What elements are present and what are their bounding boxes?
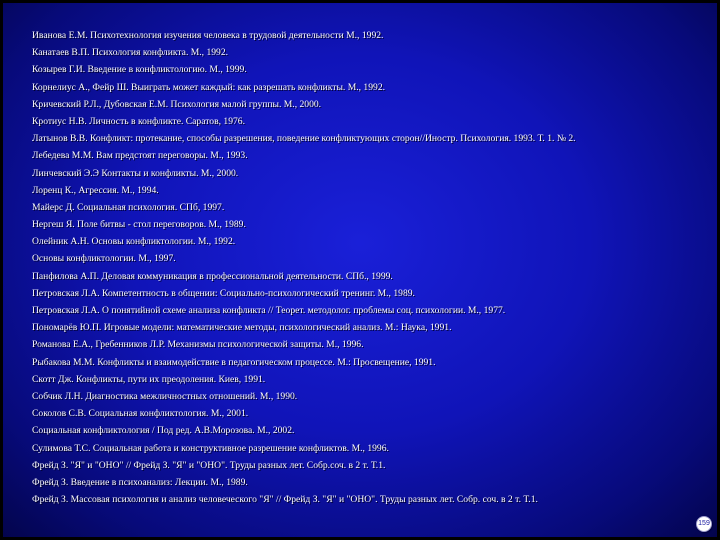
reference-item: Нергеш Я. Поле битвы - стол переговоров. М., 1989. bbox=[32, 219, 246, 231]
reference-item: Петровская Л.А. О понятийной схеме анализа конфликта // Теорет. методолог. проблемы соц. психологии. М., 1977. bbox=[32, 305, 506, 316]
reference-item: Соколов С.В. Социальная конфликтология. М., 2001. bbox=[32, 408, 249, 420]
reference-list bbox=[32, 27, 702, 508]
reference-item: Олейник А.Н. Основы конфликтологии. М., 1992. bbox=[32, 236, 236, 248]
reference-item: Латынов В.В. Конфликт: протекание, способы разрешения, поведение конфликтующих сторон//Иностр. Психология. 1993. Т. 1. № 2. bbox=[32, 133, 576, 145]
reference-item: Романова Е.А., Гребенников Л.Р. Механизмы психологической защиты. М., 1996. bbox=[32, 339, 364, 351]
reference-item: Линчевский Э.Э Контакты и конфликты. М., 2000. bbox=[32, 167, 239, 179]
page-number-badge: 159 bbox=[696, 516, 712, 532]
reference-item: Кричевский Р.Л., Дубовская Е.М. Психология малой группы. М., 2000. bbox=[32, 98, 322, 110]
reference-item: Панфилова А.П. Деловая коммуникация в профессиональной деятельности. СПб., 1999. bbox=[32, 270, 393, 282]
reference-item: Основы конфликтологии. М., 1997. bbox=[32, 253, 176, 265]
reference-item: Корнелиус А., Фейр Ш. Выиграть может каждый: как разрешать конфликты. М., 1992. bbox=[32, 81, 386, 93]
reference-item: Лоренц К., Агрессия. М., 1994. bbox=[32, 184, 159, 196]
reference-item: Фрейд З. "Я" и "ОНО" // Фрейд З. "Я" и "ОНО". Труды разных лет. Собр.соч. в 2 т. Т.1. bbox=[32, 459, 386, 471]
reference-item: Майерс Д. Социальная психология. СПб, 1997. bbox=[32, 201, 225, 213]
reference-item: Канатаев В.П. Психология конфликта. М., 1992. bbox=[32, 47, 229, 59]
reference-item: Иванова Е.М. Психотехнология изучения человека в трудовой деятельности М., 1992. bbox=[32, 30, 384, 41]
reference-item: Лебедева М.М. Вам предстоят переговоры. М., 1993. bbox=[32, 150, 248, 162]
reference-item: Фрейд З. Введение в психоанализ: Лекции. М., 1989. bbox=[32, 476, 248, 488]
reference-item: Фрейд З. Массовая психология и анализ человеческого "Я" // Фрейд З. "Я" и "ОНО". Труды разных лет. Собр. соч. в 2 т. Т.1. bbox=[32, 494, 538, 506]
reference-item: Собчик Л.Н. Диагностика межличностных отношений. М., 1990. bbox=[32, 390, 298, 402]
reference-item: Петровская Л.А. Компетентность в общении: Социально-психологический тренинг. М., 1989. bbox=[32, 287, 415, 299]
reference-item: Сулимова Т.С. Социальная работа и конструктивное разрешение конфликтов. М., 1996. bbox=[32, 442, 389, 454]
reference-item: Скотт Дж. Конфликты, пути их преодоления. Киев, 1991. bbox=[32, 373, 266, 385]
reference-item: Козырев Г.И. Введение в конфликтологию. М., 1999. bbox=[32, 64, 247, 76]
reference-item: Социальная конфликтология / Под ред. А.В.Морозова. М., 2002. bbox=[32, 425, 295, 437]
reference-item: Рыбакова М.М. Конфликты и взаимодействие в педагогическом процессе. М.: Просвещение, 1991. bbox=[32, 356, 436, 368]
reference-item: Кротиус Н.В. Личность в конфликте. Саратов, 1976. bbox=[32, 115, 245, 127]
reference-item: Пономарёв Ю.П. Игровые модели: математические методы, психологический анализ. М.: Наука, 1991. bbox=[32, 322, 452, 334]
